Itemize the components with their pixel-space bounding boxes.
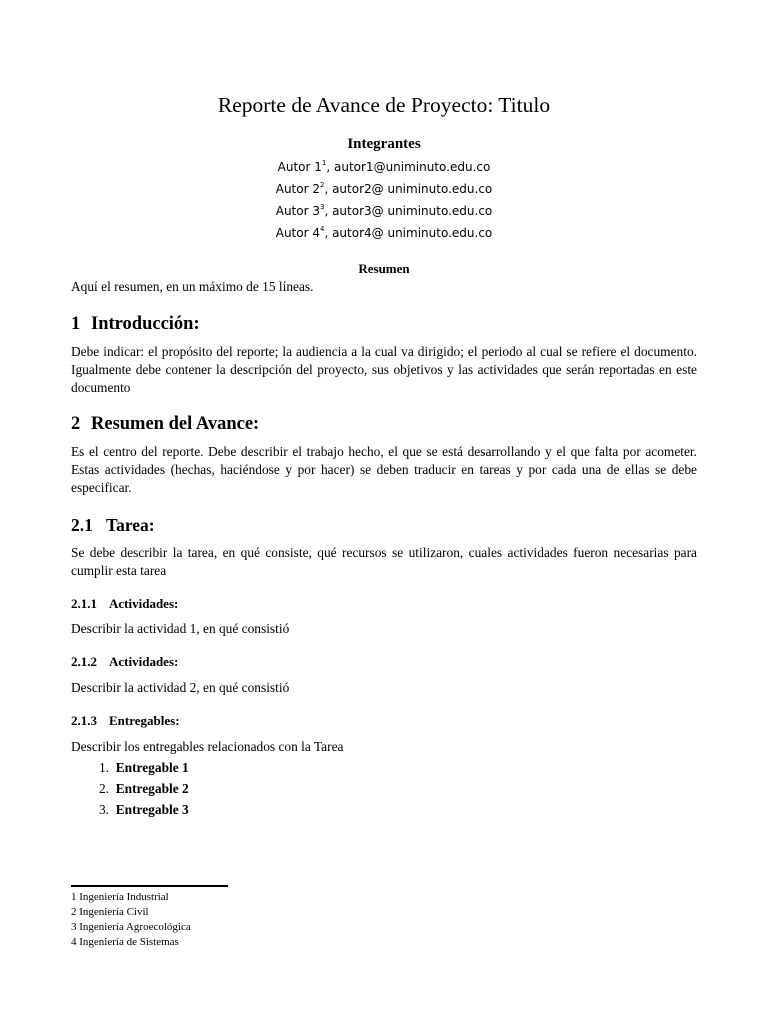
- section-title: Actividades:: [109, 654, 179, 669]
- section-title: Entregables:: [109, 713, 180, 728]
- section-number: 2.1.3: [71, 713, 97, 728]
- resumen-heading: Resumen: [358, 261, 410, 276]
- section-number: 2.1.2: [71, 654, 97, 669]
- author-line: [71, 178, 697, 200]
- author-name: Autor 1: [277, 160, 322, 174]
- author-email: , autor2@ uniminuto.edu.co: [324, 182, 493, 196]
- author-name: Autor 2: [275, 182, 320, 196]
- author-email: , autor1@uniminuto.edu.co: [326, 160, 491, 174]
- author-line: [71, 222, 697, 244]
- section-title: Tarea:: [106, 515, 155, 535]
- list-item: [89, 778, 189, 799]
- section-title: Introducción:: [91, 314, 200, 334]
- footnotes: [71, 890, 191, 950]
- section-heading-resumen-avance: [71, 413, 259, 435]
- author-email: , autor4@ uniminuto.edu.co: [324, 226, 493, 240]
- deliverable-label: Entregable 2: [115, 781, 189, 796]
- list-number: 2.: [98, 781, 109, 796]
- author-list: [71, 156, 697, 244]
- document-title: Reporte de Avance de Proyecto: Titulo: [217, 93, 551, 117]
- deliverable-label: Entregable 3: [115, 802, 189, 817]
- footnote: 2 Ingeniería Civil: [71, 906, 149, 918]
- introduccion-text: Debe indicar: el propósito del reporte; la audiencia a la cual va dirigido; el periodo al cual se refiere el documento. Igualmente debe contener la descripción del proyecto, sus objetivos y las actividades que serán reportadas en este documento: [71, 344, 697, 395]
- list-number: 1.: [98, 760, 109, 775]
- actividad-1-text: Describir la actividad 1, en qué consistió: [71, 621, 290, 636]
- section-number: 2: [71, 414, 81, 434]
- list-item: [89, 799, 189, 820]
- author-line: [71, 156, 697, 178]
- tarea-text: Se debe describir la tarea, en qué consiste, qué recursos se utilizaron, cuales actividades fueron necesarias para cumplir esta tarea: [71, 545, 697, 578]
- subsection-heading-entregables: [71, 713, 180, 729]
- footnote: 3 Ingeniería Agroecológica: [71, 921, 191, 933]
- section-number: 2.1.1: [71, 596, 97, 611]
- section-title: Actividades:: [109, 596, 179, 611]
- section-number: 1: [71, 314, 81, 334]
- author-email: , autor3@ uniminuto.edu.co: [324, 204, 493, 218]
- footnote: 1 Ingeniería Industrial: [71, 891, 169, 903]
- list-item: [89, 757, 189, 778]
- author-footnote-mark: 1: [321, 159, 327, 167]
- author-footnote-mark: 4: [319, 225, 325, 233]
- section-heading-tarea: [71, 514, 155, 536]
- resumen-text: Aquí el resumen, en un máximo de 15 líneas.: [71, 279, 314, 294]
- author-name: Autor 3: [275, 204, 320, 218]
- author-line: [71, 200, 697, 222]
- author-name: Autor 4: [275, 226, 320, 240]
- section-title: Resumen del Avance:: [91, 414, 260, 434]
- deliverables-list: [89, 757, 189, 820]
- footnote: 4 Ingeniería de Sistemas: [71, 936, 179, 948]
- actividad-2-text: Describir la actividad 2, en qué consistió: [71, 680, 290, 695]
- list-number: 3.: [98, 802, 109, 817]
- section-heading-introduccion: [71, 313, 200, 335]
- subsection-heading-actividades-1: [71, 596, 178, 612]
- entregables-text: Describir los entregables relacionados con la Tarea: [71, 739, 344, 754]
- deliverable-label: Entregable 1: [115, 760, 189, 775]
- section-number: 2.1: [71, 515, 93, 535]
- author-footnote-mark: 3: [319, 203, 325, 211]
- subsection-heading-actividades-2: [71, 654, 178, 670]
- footnote-separator: [71, 885, 228, 887]
- author-footnote-mark: 2: [319, 181, 325, 189]
- integrantes-heading: Integrantes: [347, 136, 421, 152]
- resumen-avance-text: Es el centro del reporte. Debe describir el trabajo hecho, el que se está desarrollando y el que falta por acometer. Estas actividades (hechas, haciéndose y por hacer) se deben traducir en tareas y por cada una de ellas se debe especificar.: [71, 444, 697, 495]
